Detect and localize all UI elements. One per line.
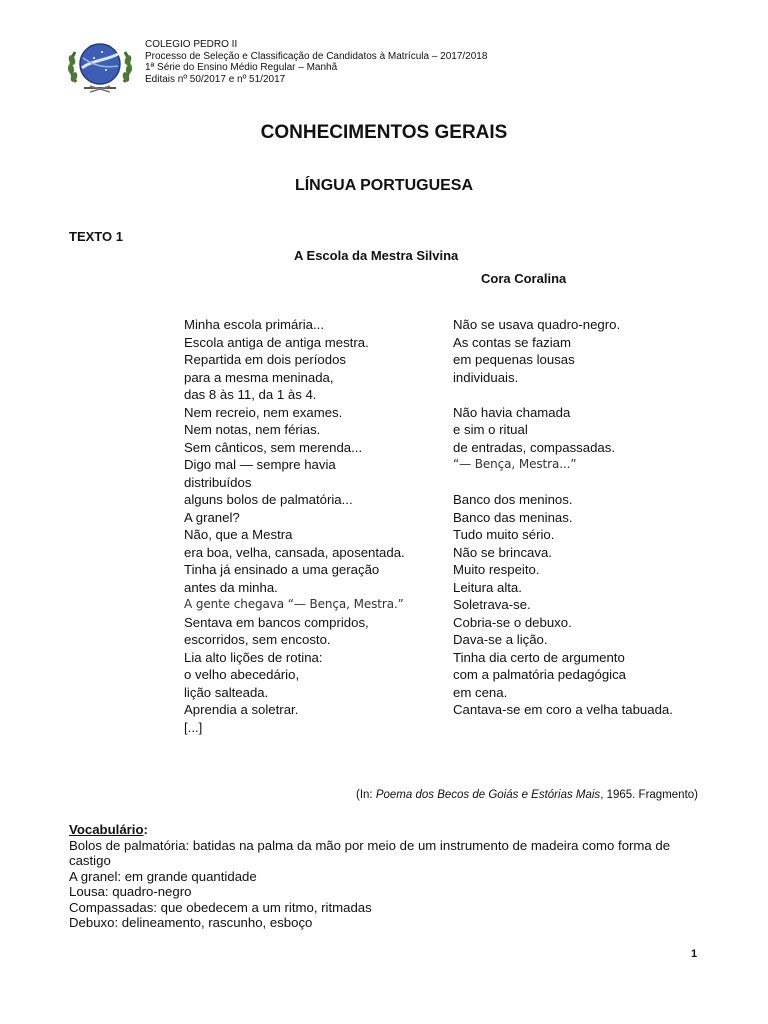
poem-line: para a mesma meninada,	[184, 369, 334, 385]
poem-left-column	[184, 316, 444, 736]
institution-name: COLEGIO PEDRO II	[145, 39, 238, 50]
poem-line: [...]	[184, 719, 203, 735]
edital-numbers: Editais nº 50/2017 e nº 51/2017	[145, 73, 286, 85]
poem-line: Banco dos meninos.	[453, 492, 573, 507]
poem-line: Nem notas, nem férias.	[184, 422, 321, 437]
poem-line: Não se brincava.	[453, 544, 552, 560]
vocabulary-entry: Debuxo: delineamento, rascunho, esboço	[69, 915, 313, 930]
poem-line: Sem cânticos, sem merenda...	[184, 439, 363, 455]
poem-line: individuais.	[453, 369, 519, 385]
poem-line: “— Bença, Mestra...”	[453, 457, 577, 471]
citation-prefix: (In:	[356, 789, 376, 801]
poem-line: com a palmatória pedagógica	[453, 667, 627, 682]
poem-line: Não havia chamada	[453, 404, 571, 420]
poem-line: Minha escola primária...	[184, 317, 324, 332]
citation-work: Poema dos Becos de Goiás e Estórias Mais	[375, 789, 601, 801]
poem-line: das 8 às 11, da 1 às 4.	[184, 387, 317, 402]
poem-line: Soletrava-se.	[453, 597, 531, 612]
poem-line: Tudo muito sério.	[453, 527, 555, 542]
poem-line: Banco das meninas.	[453, 509, 573, 525]
school-emblem-icon	[66, 38, 134, 96]
poem-line: Tinha dia certo de argumento	[453, 649, 625, 665]
poem-line: distribuídos	[184, 474, 252, 490]
vocabulary-entry: A granel: em grande quantidade	[69, 868, 257, 884]
poem-line: Escola antiga de antiga mestra.	[184, 334, 369, 350]
process-title: Processo de Seleção e Classificação de Candidatos à Matrícula – 2017/2018	[145, 50, 488, 62]
poem-line: escorridos, sem encosto.	[184, 632, 331, 647]
poem-title: A Escola da Mestra Silvina	[294, 248, 459, 263]
poem-line: Aprendia a soletrar.	[184, 702, 299, 717]
poem-line: de entradas, compassadas.	[453, 439, 616, 455]
poem-line: A gente chegava “— Bença, Mestra.”	[184, 597, 404, 611]
citation	[356, 789, 698, 801]
document-header	[66, 38, 566, 98]
poem-line: o velho abecedário,	[184, 667, 300, 682]
citation-suffix: , 1965. Fragmento)	[600, 789, 698, 801]
stanza-break	[453, 386, 713, 404]
poem-line: Sentava em bancos compridos,	[184, 614, 369, 630]
poem-line: Leitura alta.	[453, 579, 522, 595]
poem-line: A granel?	[184, 509, 240, 525]
poem-line: antes da minha.	[184, 579, 278, 595]
poem-line: e sim o ritual	[453, 422, 528, 437]
vocabulary-entry: Compassadas: que obedecem a um ritmo, ritmadas	[69, 899, 372, 915]
vocabulary-colon: :	[143, 822, 148, 837]
text-label: TEXTO 1	[69, 229, 123, 244]
vocabulary-entry: Bolos de palmatória: batidas na palma da mão por meio de um instrumento de madeira como forma de castigo	[69, 837, 671, 868]
poem-line: lição salteada.	[184, 684, 269, 700]
institution-info	[145, 39, 487, 85]
poem-line: alguns bolos de palmatória...	[184, 492, 353, 507]
vocabulary-title: Vocabulário	[69, 822, 144, 837]
vocabulary-entry: Lousa: quadro-negro	[69, 884, 192, 899]
poem-line: em pequenas lousas	[453, 352, 575, 367]
poem-line: Cobria-se o debuxo.	[453, 614, 572, 630]
poem-line: em cena.	[453, 684, 508, 700]
subject-title: LÍNGUA PORTUGUESA	[294, 177, 474, 194]
poem-line: Não, que a Mestra	[184, 527, 293, 542]
poem-line: era boa, velha, cansada, aposentada.	[184, 544, 405, 560]
poem-line: Cantava-se em coro a velha tabuada.	[453, 702, 673, 717]
poem-line: As contas se faziam	[453, 334, 572, 350]
section-title: CONHECIMENTOS GERAIS	[260, 122, 508, 143]
vocabulary-entries	[69, 838, 709, 931]
vocabulary-heading	[69, 822, 709, 838]
poem-line: Não se usava quadro-negro.	[453, 317, 621, 332]
grade-shift: 1ª Série do Ensino Médio Regular – Manhã	[145, 62, 338, 73]
vocabulary-section	[69, 822, 709, 931]
poem-line: Nem recreio, nem exames.	[184, 404, 343, 420]
poem-line: Muito respeito.	[453, 562, 540, 577]
poem-line: Repartida em dois períodos	[184, 352, 347, 367]
stanza-break	[453, 474, 713, 492]
poem-line: Lia alto lições de rotina:	[184, 649, 323, 665]
poem-line: Dava-se a lição.	[453, 632, 548, 647]
page-number: 1	[691, 948, 698, 960]
poem-line: Digo mal — sempre havia	[184, 457, 336, 472]
poem-right-column	[453, 316, 713, 719]
poem-line: Tinha já ensinado a uma geração	[184, 562, 380, 577]
poem-author: Cora Coralina	[481, 271, 567, 286]
